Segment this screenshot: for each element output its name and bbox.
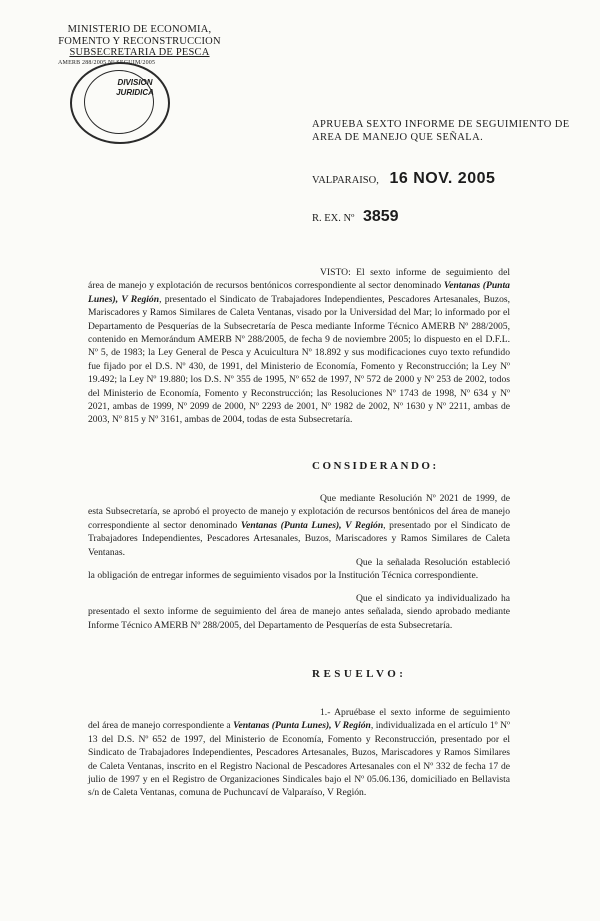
division-seal-text xyxy=(111,78,159,98)
considerando-p1-sector: Ventanas (Punta Lunes), V Región xyxy=(240,519,384,531)
seal-line-1: DIVISION xyxy=(117,78,153,87)
resuelvo-p1-sector: Ventanas (Punta Lunes), V Región xyxy=(233,720,371,732)
considerando-heading: CONSIDERANDO: xyxy=(312,460,439,472)
ministry-header xyxy=(52,24,227,67)
visto-rest: , presentado el Sindicato de Trabajadores Independientes, Pescadores Artesanales, Buzos, Mariscadores y Ramos Similares de Caleta Ventanas, visado por la Universidad del Mar; lo informado por el Departamento de Pesquerías de la Subsecretaría de Pesca mediante Informe Técnico AMERB Nº 288/2005, contenido en Memorándum AMERB Nº 288/2005, de fecha 9 de noviembre 2005; lo dispuesto en el D.F.L. Nº 5, de 1983; la Ley General de Pesca y Acuicultura Nº 18.892 y sus modificaciones cuyo texto refundido fue fijado por el D.S. Nº 430, de 1991, del Ministerio de Economía, Fomento y Reconstrucción; la Ley Nº 19.492; la Ley Nº 19.880; los D.S. Nº 355 de 1995, Nº 652 de 1997, Nº 572 de 2000 y Nº 253 de 2002, todos del Ministerio de Economía, Fomento y Reconstrucción; las Resoluciones Nº 1743 de 1998, Nº 634 y Nº 2021, ambas de 1999, Nº 2099 de 2000, Nº 2293 de 2001, Nº 1982 de 2002, Nº 1630 y Nº 2211, ambas de 2003, Nº 815 y Nº 3161, ambas de 2004, todas de esta Subsecretaría. xyxy=(88,293,510,426)
rex-label: R. EX. Nº xyxy=(312,213,355,224)
resuelvo-p1-lead: 1.- Apruébase el sexto informe de seguimiento del área de manejo correspondiente a xyxy=(88,707,510,732)
reference-small: AMERB 288/2005 Nº SEGUIM/2005 xyxy=(58,59,156,66)
date-city: VALPARAISO, xyxy=(312,175,379,186)
date-line xyxy=(312,170,495,188)
resuelvo-p1-rest: , individualizada en el artículo 1º Nº 13 del D.S. Nº 652 de 1997, del Ministerio de Economía, Fomento y Reconstrucción, presentado por el Sindicato de Trabajadores Independientes, Pescadores Artesanales, Buzos, Mariscadores y Ramos Similares de Caleta Ventanas, inscrito en el Registro Nacional de Pescadores Artesanales con el Nº 332 de fecha 17 de julio de 1997 y en el Registro de Organizaciones Sindicales bajo el Nº 05.06.136, domiciliado en Bellavista s/n de Caleta Ventanas, comuna de Puchuncaví de Valparaíso, V Región. xyxy=(88,720,510,799)
rex-number: 3859 xyxy=(362,208,399,225)
considerando-p1-lead: Que mediante Resolución Nº 2021 de 1999, de esta Subsecretaría, se aprobó el proyecto de manejo y explotación de recursos bentónicos del área de manejo correspondiente al sector denominado xyxy=(88,493,510,531)
ministry-line-1: MINISTERIO DE ECONOMIA, xyxy=(67,24,212,35)
considerando-paragraph-1 xyxy=(88,492,510,559)
considerando-p1-rest: , presentado por el Sindicato de Trabajadores Independientes, Pescadores Artesanales, Buzos, Mariscadores y Ramos Similares de Caleta Ventanas. xyxy=(88,519,510,558)
resolution-number-line xyxy=(312,208,399,226)
visto-sector: Ventanas (Punta Lunes), V Región xyxy=(88,280,510,305)
date-stamp: 16 NOV. 2005 xyxy=(389,170,496,187)
resolution-subject: APRUEBA SEXTO INFORME DE SEGUIMIENTO DE AREA DE MANEJO QUE SEÑALA. xyxy=(312,119,570,143)
ministry-line-3: SUBSECRETARIA DE PESCA xyxy=(69,47,210,58)
visto-paragraph xyxy=(88,266,510,427)
ministry-line-2: FOMENTO Y RECONSTRUCCION xyxy=(58,35,221,47)
considerando-paragraph-3: Que el sindicato ya individualizado ha presentado el sexto informe de seguimiento del área de manejo antes señalada, siendo aprobado mediante Informe Técnico AMERB Nº 288/2005, del Departamento de Pesquerías de esta Subsecretaría. xyxy=(88,593,510,631)
seal-line-2: JURIDICA xyxy=(116,88,154,97)
resuelvo-heading: RESUELVO: xyxy=(312,668,407,680)
considerando-paragraph-2: Que la señalada Resolución estableció la obligación de entregar informes de seguimiento visados por la Institución Técnica correspondiente. xyxy=(88,557,510,582)
visto-lead: VISTO: El sexto informe de seguimiento del área de manejo y explotación de recursos bentónicos correspondiente al sector denominado xyxy=(88,267,510,292)
resuelvo-paragraph-1 xyxy=(88,706,510,800)
